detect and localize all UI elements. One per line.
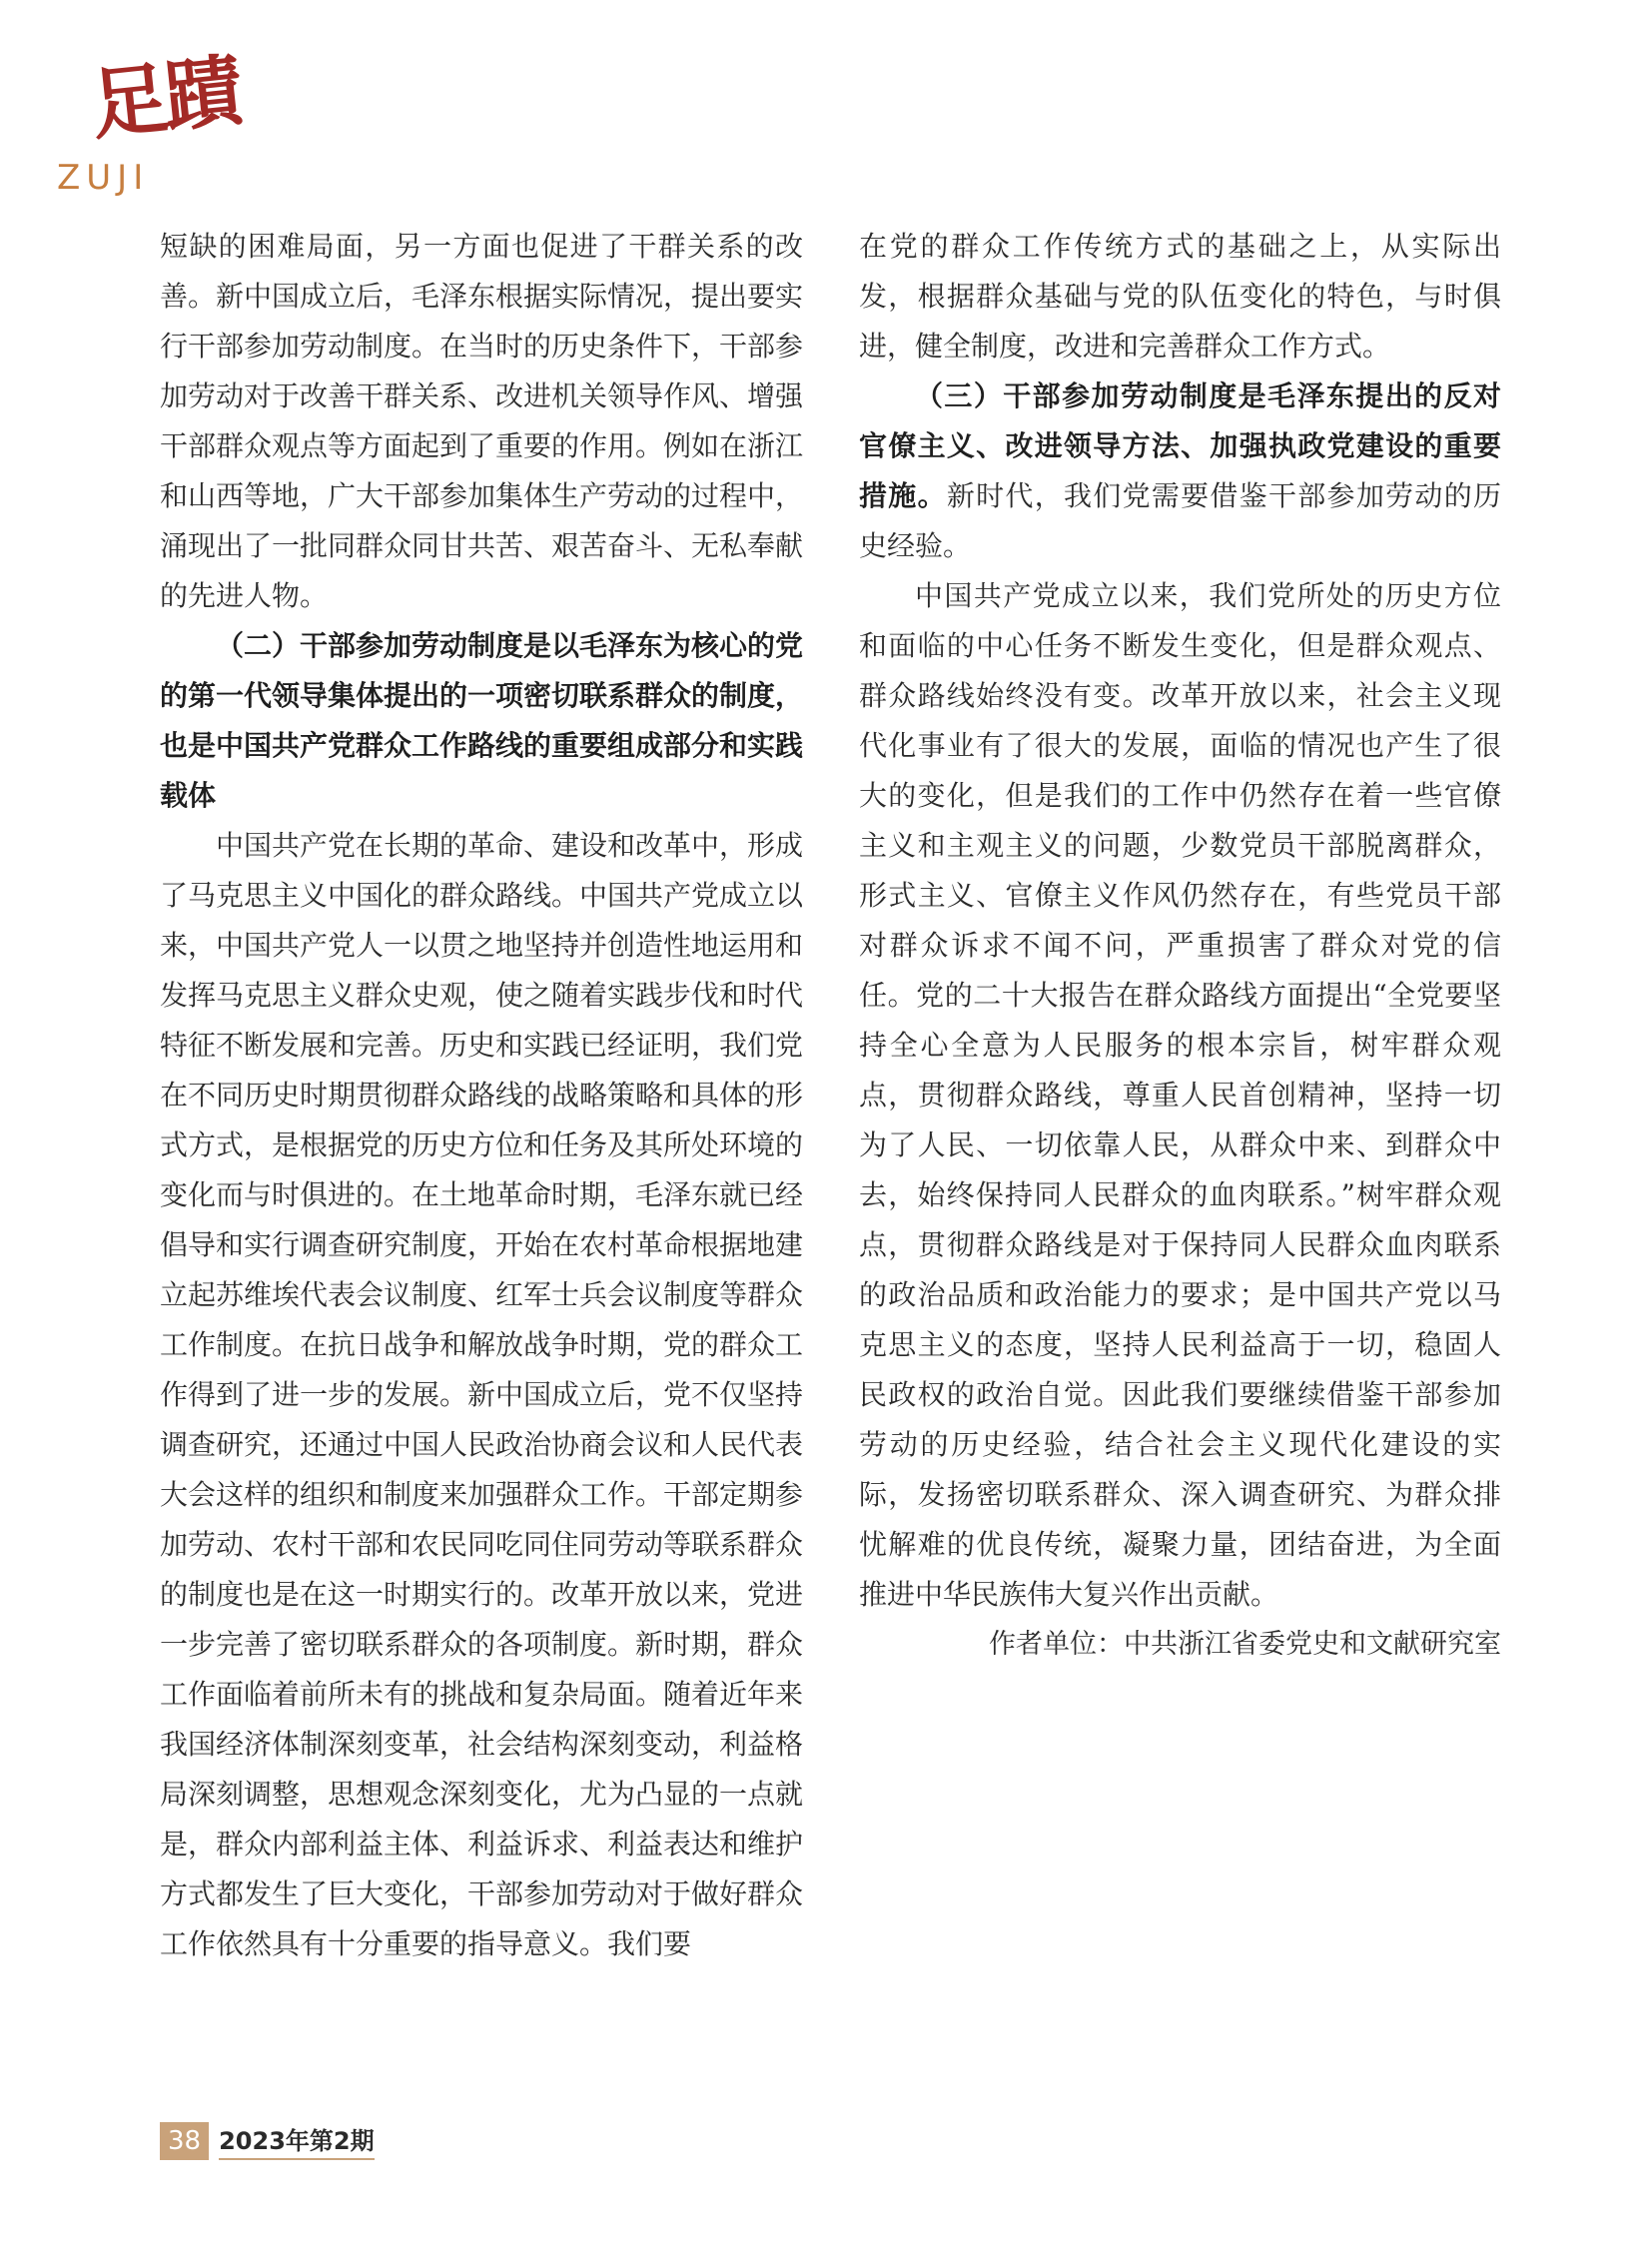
- section-heading: （二）干部参加劳动制度是以毛泽东为核心的党的第一代领导集体提出的一项密切联系群众的制度，也是中国共产党群众工作路线的重要组成部分和实践载体: [160, 629, 804, 812]
- logo-latin: ZUJI: [57, 158, 150, 198]
- paragraph: 短缺的困难局面，另一方面也促进了干群关系的改善。新中国成立后，毛泽东根据实际情况，提出要实行干部参加劳动制度。在当时的历史条件下，干部参加劳动对于改善干群关系、改进机关领导作风、增强干部群众观点等方面起到了重要的作用。例如在浙江和山西等地，广大干部参加集体生产劳动的过程中，涌现出了一批同群众同甘共苦、艰苦奋斗、无私奉献的先进人物。: [160, 230, 804, 612]
- paragraph: 中国共产党在长期的革命、建设和改革中，形成了马克思主义中国化的群众路线。中国共产党成立以来，中国共产党人一以贯之地坚持并创造性地运用和发挥马克思主义群众史观，使之随着实践步伐和时代特征不断发展和完善。历史和实践已经证明，我们党在不同历史时期贯彻群众路线的战略策略和具体的形式方式，是根据党的历史方位和任务及其所处环境的变化而与时俱进的。在土地革命时期，毛泽东就已经倡导和实行调查研究制度，开始在农村革命根据地建立起苏维埃代表会议制度、红军士兵会议制度等群众工作制度。在抗日战争和解放战争时期，党的群众工作得到了进一步的发展。新中国成立后，党不仅坚持调查研究，还通过中国人民政治协商会议和人民代表大会这样的组织和制度来加强群众工作。干部定期参加劳动、农村干部和农民同吃同住同劳动等联系群众的制度也是在这一时期实行的。改革开放以来，党进一步完善了密切联系群众的各项制度。新时期，群众工作面临着前所未有的挑战和复杂局面。随着近年来我国经济体制深刻变革，社会结构深刻变动，利益格局深刻调整，思想观念深刻变化，尤为凸显的一点就是，群众内部利益主体、利益诉求、利益表达和维护方式都发生了巨大变化，干部参加劳动对于做好群众工作依然具有十分重要的指导意义。我们要: [160, 829, 804, 1960]
- right-column: [859, 222, 1501, 1670]
- page-number: 38: [160, 2122, 209, 2160]
- section-heading: （三）干部参加劳动制度是毛泽东提出的反对官僚主义、改进领导方法、加强执政党建设的重要措施。: [859, 379, 1501, 512]
- issue-label: 2023年第2期: [219, 2121, 375, 2160]
- left-column: [160, 222, 803, 1969]
- magazine-logo: [55, 45, 245, 200]
- paragraph: 在党的群众工作传统方式的基础之上，从实际出发，根据群众基础与党的队伍变化的特色，与时俱进，健全制度，改进和完善群众工作方式。: [859, 230, 1501, 363]
- author-affiliation: 作者单位：中共浙江省委党史和文献研究室: [989, 1629, 1501, 1660]
- paragraph: 中国共产党成立以来，我们党所处的历史方位和面临的中心任务不断发生变化，但是群众观点、群众路线始终没有变。改革开放以来，社会主义现代化事业有了很大的发展，面临的情况也产生了很大的变化，但是我们的工作中仍然存在着一些官僚主义和主观主义的问题，少数党员干部脱离群众，形式主义、官僚主义作风仍然存在，有些党员干部对群众诉求不闻不问，严重损害了群众对党的信任。党的二十大报告在群众路线方面提出“全党要坚持全心全意为人民服务的根本宗旨，树牢群众观点，贯彻群众路线，尊重人民首创精神，坚持一切为了人民、一切依靠人民，从群众中来、到群众中去，始终保持同人民群众的血肉联系。”树牢群众观点，贯彻群众路线是对于保持同人民群众血肉联系的政治品质和政治能力的要求；是中国共产党以马克思主义的态度，坚持人民利益高于一切，稳固人民政权的政治自觉。因此我们要继续借鉴干部参加劳动的历史经验，结合社会主义现代化建设的实际，发扬密切联系群众、深入调查研究、为群众排忧解难的优良传统，凝聚力量，团结奋进，为全面推进中华民族伟大复兴作出贡献。: [859, 579, 1501, 1611]
- section-heading-tail: 新时代，我们党需要借鉴干部参加劳动的历史经验。: [859, 479, 1501, 562]
- section-paragraph: [859, 372, 1501, 571]
- page-footer: [160, 2121, 375, 2160]
- logo-chinese: 足蹟: [86, 45, 244, 152]
